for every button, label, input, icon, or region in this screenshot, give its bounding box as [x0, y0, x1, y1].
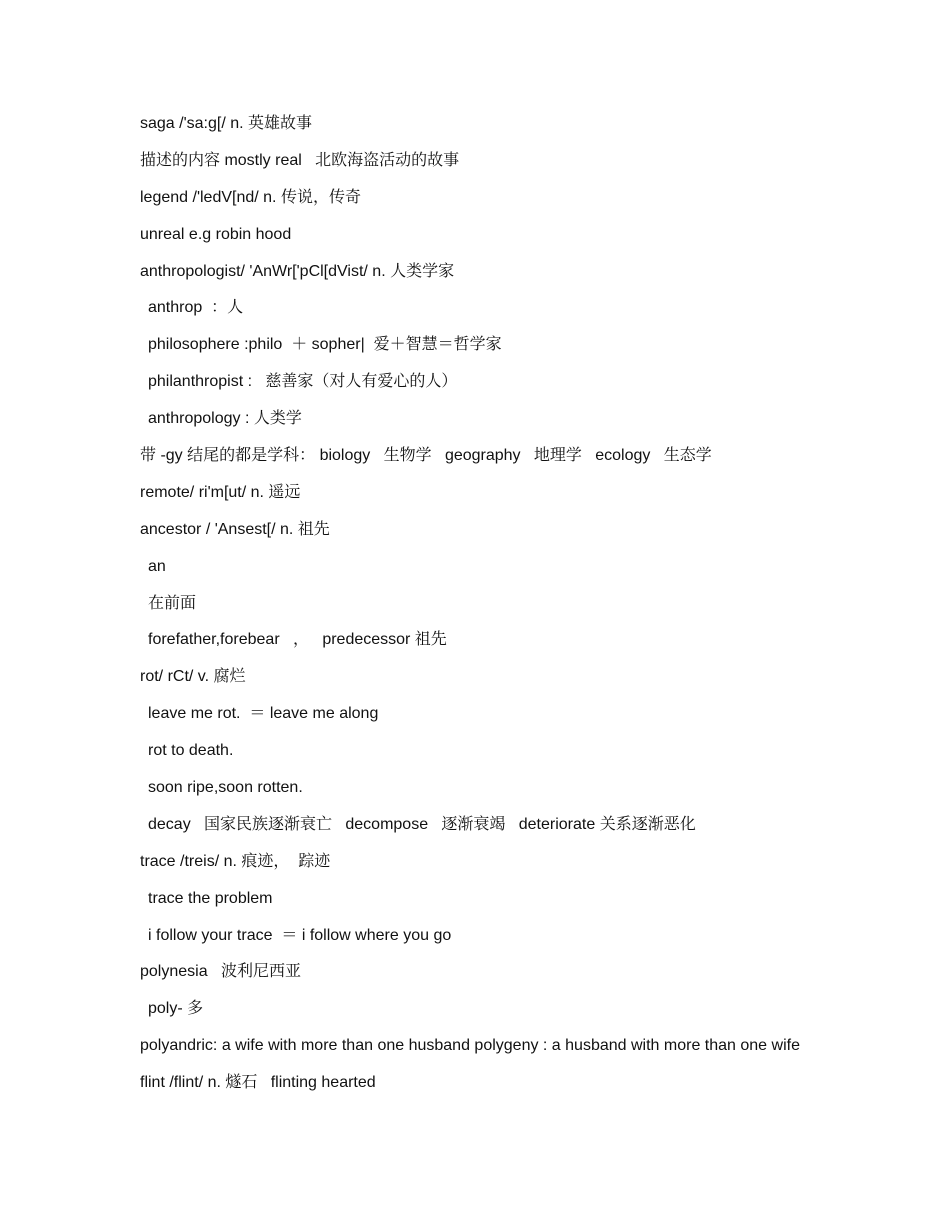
- text-line: ancestor / 'Ansest[/ n. 祖先: [140, 520, 330, 538]
- text-line: anthropology : 人类学: [148, 410, 302, 428]
- text-line: polynesia 波利尼西亚: [140, 963, 301, 981]
- text-line: decay 国家民族逐渐衰亡 decompose 逐渐衰竭 deteriorate 关系逐渐恶化: [148, 815, 696, 833]
- text-line: forefather,forebear ， predecessor 祖先: [148, 631, 447, 649]
- text-line: soon ripe,soon rotten.: [148, 779, 303, 797]
- text-line: i follow your trace ＝ i follow where you go: [148, 926, 452, 944]
- text-line: unreal e.g robin hood: [140, 225, 292, 243]
- text-line: philanthropist : 慈善家（对人有爱心的人）: [148, 373, 458, 391]
- text-line: an: [148, 557, 166, 575]
- text-line: philosophere :philo ＋ sopher| 爱＋智慧＝哲学家: [148, 336, 502, 354]
- text-line: 在前面: [148, 594, 197, 612]
- text-line: trace /treis/ n. 痕迹， 踪迹: [140, 852, 331, 870]
- text-line: trace the problem: [148, 889, 273, 907]
- text-line: saga /'sa:g[/ n. 英雄故事: [140, 115, 313, 132]
- text-line: 带 -gy 结尾的都是学科： biology 生物学 geography 地理学 ecology 生态学: [140, 447, 712, 465]
- text-line: remote/ ri'm[ut/ n. 遥远: [140, 483, 301, 501]
- text-line: flint /flint/ n. 燧石 flinting hearted: [140, 1074, 376, 1092]
- document-body: [140, 113, 800, 1109]
- text-line: 描述的内容 mostly real 北欧海盗活动的故事: [140, 151, 460, 169]
- text-line: polyandric: a wife with more than one husband polygeny : a husband with more than one wife: [140, 1037, 800, 1055]
- text-line: anthropologist/ 'AnWr['pCl[dVist/ n. 人类学家: [140, 262, 455, 280]
- text-line: anthrop ：人: [148, 299, 244, 317]
- text-line: rot/ rCt/ v. 腐烂: [140, 668, 246, 686]
- text-line: poly- 多: [148, 1000, 204, 1018]
- text-line: legend /'ledV[nd/ n. 传说，传奇: [140, 188, 361, 206]
- text-line: leave me rot. ＝ leave me along: [148, 705, 379, 723]
- text-line: rot to death.: [148, 742, 234, 760]
